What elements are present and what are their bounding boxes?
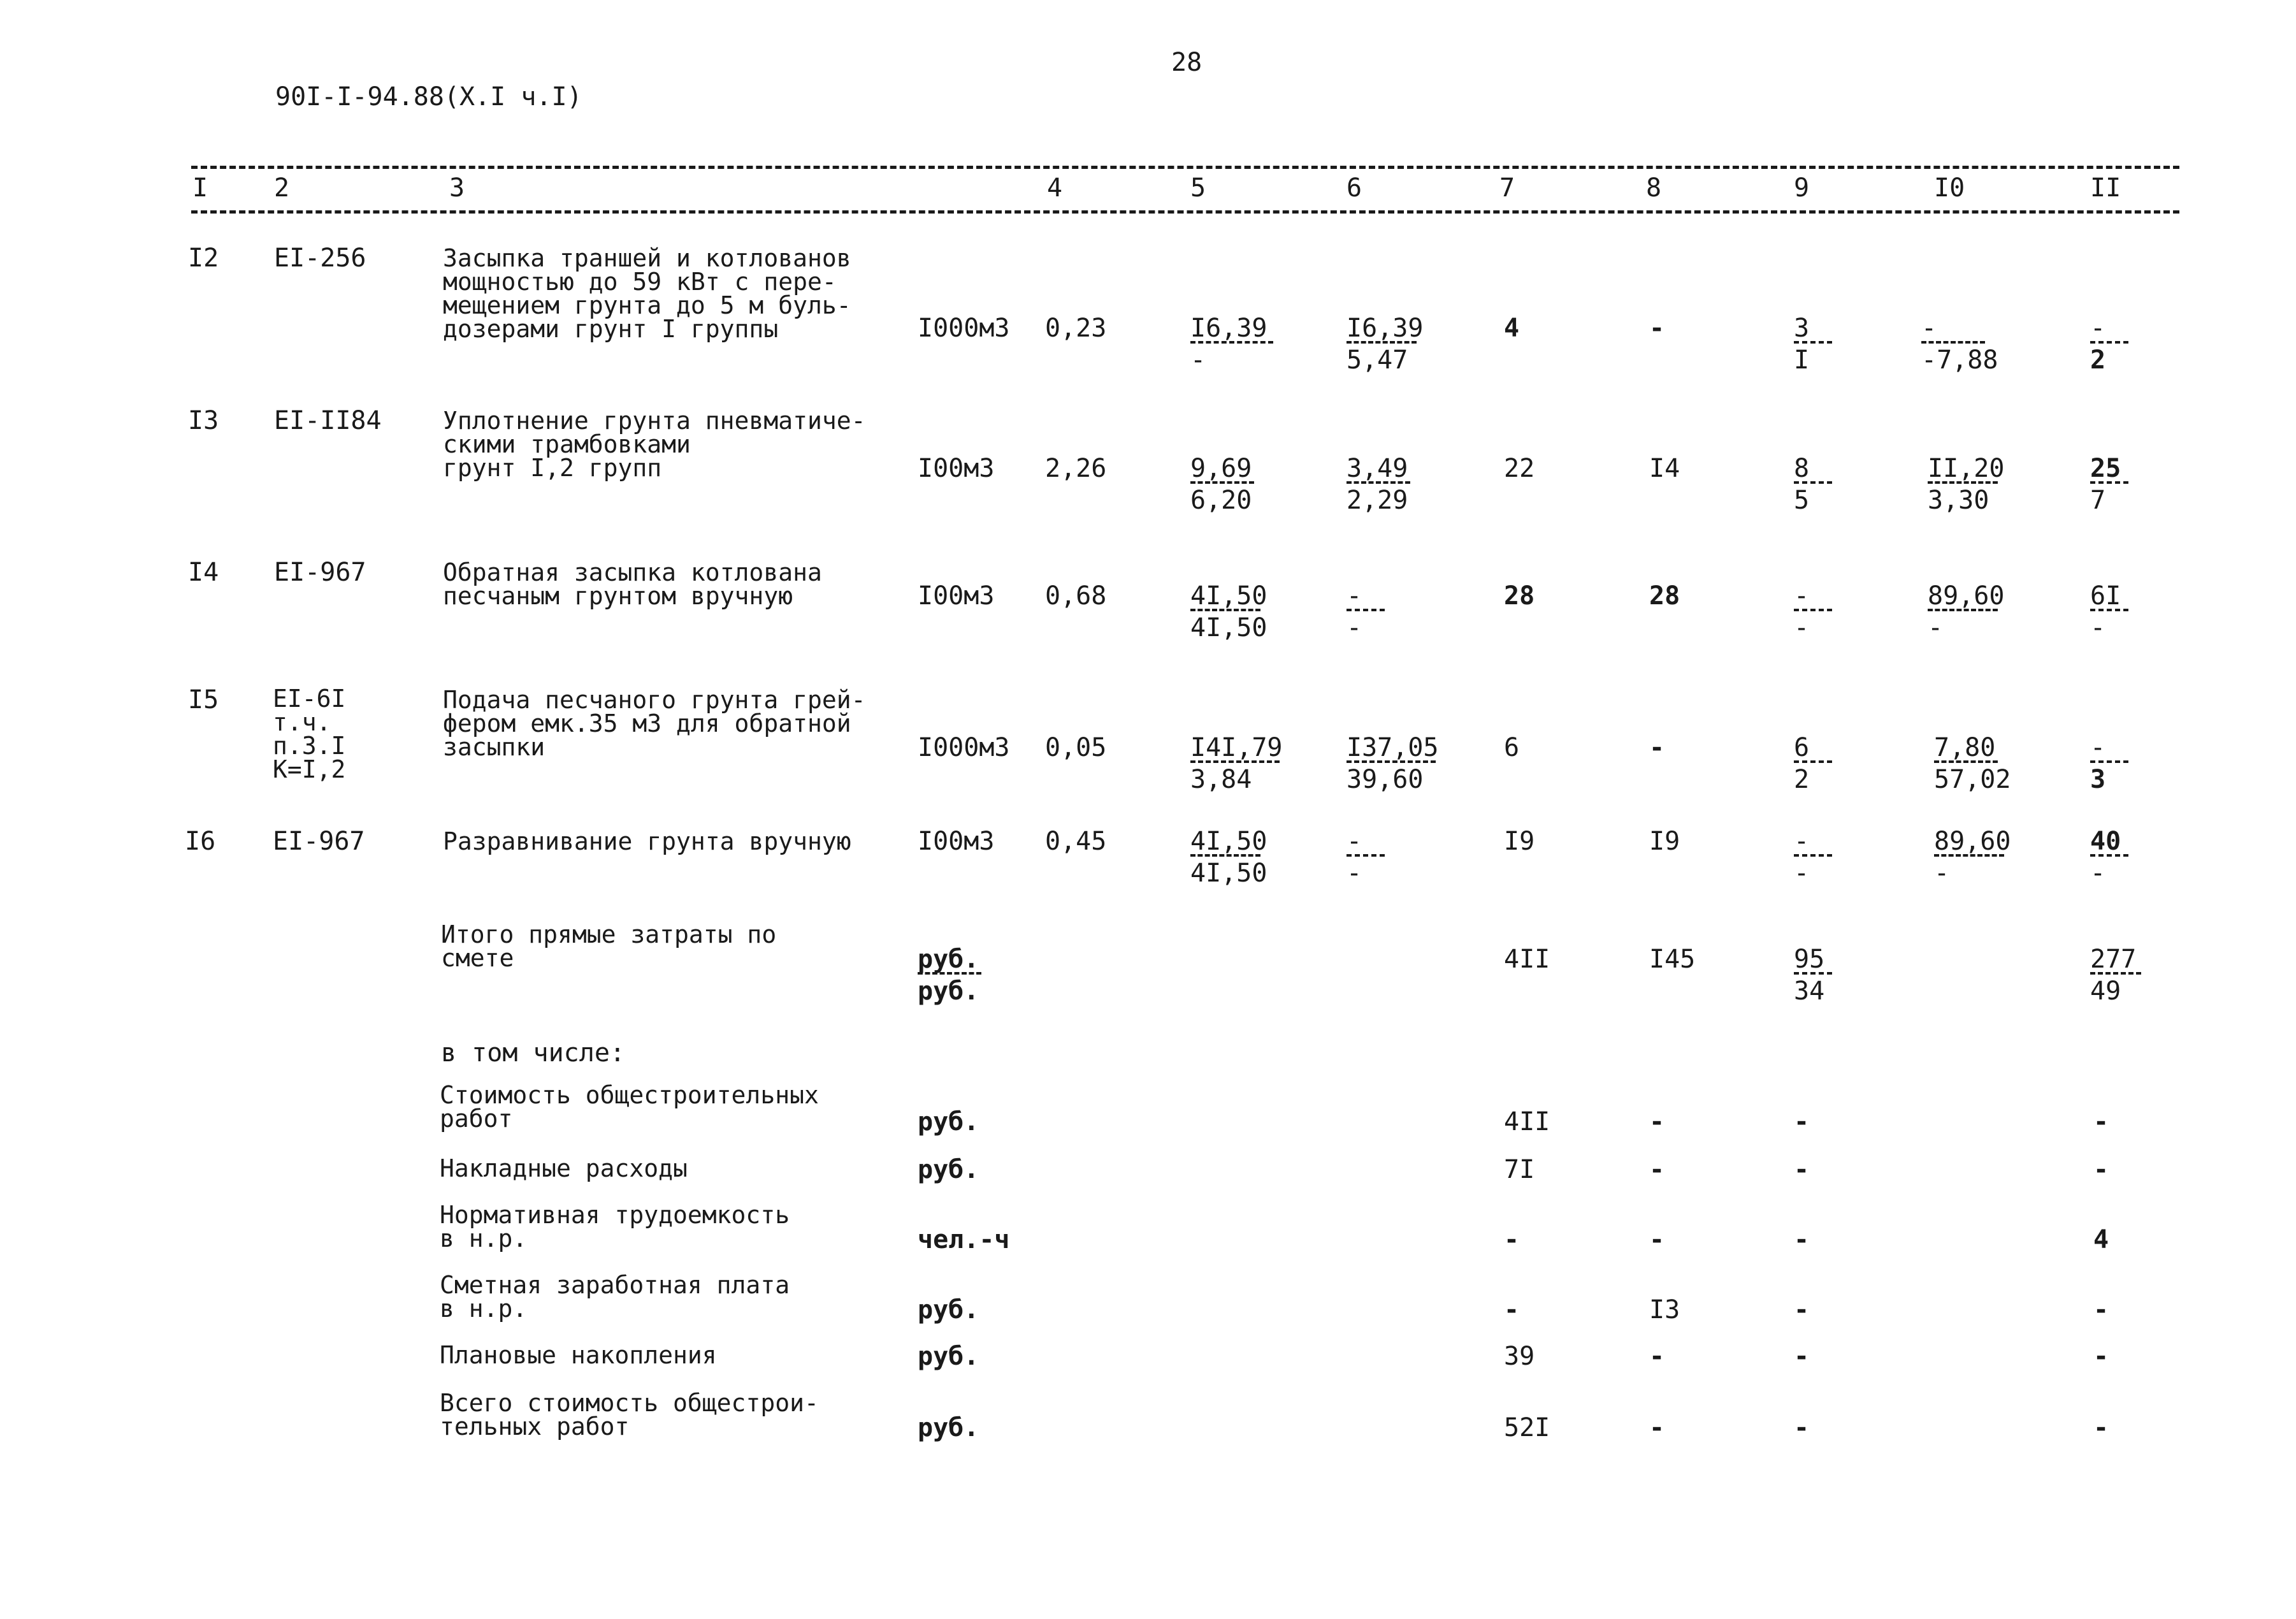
summary-col11: - [2093,1413,2109,1442]
row-code: EI-256 [274,243,366,273]
total-label-line: смете [441,944,514,972]
fraction-bottom: 7 [2090,486,2106,515]
row-code-line: EI-6I [273,685,346,713]
fraction-bottom: - [1347,859,1362,888]
row-col5-fraction [1190,733,1283,794]
row-col10-fraction [1921,314,1998,375]
summary-col7: - [1504,1295,1520,1325]
row-no: I3 [188,406,219,435]
row-quantity: 0,68 [1045,581,1107,611]
summary-col8: I3 [1649,1295,1680,1325]
fraction-top: I6,39 [1347,314,1424,343]
row-name [443,688,865,759]
fraction-bottom: - [1794,859,1810,888]
row-name [443,409,865,480]
row-col7: 22 [1504,454,1535,483]
fraction-bottom: 3 [2090,765,2106,794]
row-name-line: песчаным грунтом вручную [443,582,793,610]
total-col7: 4II [1504,945,1550,974]
row-col8: I4 [1649,454,1680,483]
summary-label-line: Нормативная трудоемкость [440,1201,790,1229]
fraction-bottom: - [1794,613,1810,643]
row-name-line: грунт I,2 групп [443,454,662,482]
summary-col7: 4II [1504,1107,1550,1136]
summary-col11: - [2093,1107,2109,1136]
fraction-bottom: 4I,50 [1190,859,1267,888]
row-col6-fraction [1347,581,1385,643]
row-name-line: Уплотнение грунта пневматиче- [443,407,866,435]
row-no: I4 [188,558,219,587]
row-code-line: К=I,2 [273,755,346,783]
col-header-7: 7 [1499,173,1515,203]
summary-unit: руб. [918,1413,979,1442]
summary-unit: руб. [918,1295,979,1325]
row-col9-fraction [1794,454,1832,515]
row-unit: I00м3 [918,827,995,856]
fraction-bottom: 39,60 [1347,765,1424,794]
fraction-bottom: - [1190,345,1206,375]
row-col5-fraction [1190,827,1267,888]
summary-col8: - [1649,1225,1665,1254]
row-col10-fraction [1928,454,2005,515]
total-col11-fraction [2090,945,2141,1006]
row-col11-fraction [2090,827,2128,888]
fraction-bottom: 34 [1794,976,1825,1006]
summary-unit: руб. [918,1155,979,1184]
fraction-bottom: 57,02 [1934,765,2011,794]
summary-label [440,1081,819,1133]
fraction-top: I37,05 [1347,733,1439,762]
summary-col11: - [2093,1295,2109,1325]
col-header-9: 9 [1794,173,1810,203]
row-col8: 28 [1649,581,1680,611]
summary-col11: - [2093,1342,2109,1371]
fraction-bottom: 2 [1794,765,1810,794]
row-col6-fraction [1347,733,1439,794]
row-col6-fraction [1347,827,1385,888]
summary-col7: - [1504,1225,1520,1254]
row-code: EI-967 [273,827,365,856]
fraction-top: - [1794,827,1810,856]
row-col11-fraction [2090,314,2128,375]
row-col7: 6 [1504,733,1520,762]
row-quantity: 0,05 [1045,733,1107,762]
summary-col11: 4 [2093,1225,2109,1254]
row-col9-fraction [1794,314,1832,375]
row-name [443,827,851,855]
row-name [443,244,851,343]
fraction-top: - [2090,733,2106,762]
fraction-bottom: -7,88 [1921,345,1998,375]
summary-col7: 7I [1504,1155,1535,1184]
total-label [441,920,777,972]
row-name-line: дозерами грунт I группы [443,315,779,343]
row-quantity: 2,26 [1045,454,1107,483]
summary-label [440,1391,819,1439]
row-name-line: фером емк.35 м3 для обратной [443,709,851,737]
fraction-top: - [1347,827,1362,856]
fraction-top: 89,60 [1928,581,2005,611]
fraction-top: 6I [2090,581,2121,611]
summary-label-line: Плановые накопления [440,1341,717,1369]
summary-label-line: Всего стоимость общестрои- [440,1389,819,1417]
summary-label [440,1154,688,1182]
fraction-top: - [1921,314,1937,343]
fraction-bottom: - [2090,613,2106,643]
summary-label-line: Стоимость общестроительных [440,1081,819,1109]
summary-col11: - [2093,1155,2109,1184]
summary-label-line: в н.р. [440,1224,528,1252]
total-label-line: Итого прямые затраты по [441,920,777,948]
row-col6-fraction [1347,454,1410,515]
row-name-line: Разравнивание грунта вручную [443,827,851,855]
row-col9-fraction [1794,733,1832,794]
fraction-bottom: - [2090,859,2106,888]
col-header-3: 3 [449,173,465,203]
fraction-top: 4I,50 [1190,827,1267,856]
row-name-line: мещением грунта до 5 м буль- [443,291,851,319]
summary-col8: - [1649,1155,1665,1184]
summary-col7: 39 [1504,1342,1535,1371]
summary-unit: чел.-ч [918,1225,1010,1254]
row-col7: 28 [1504,581,1535,611]
fraction-bottom: 49 [2090,976,2121,1006]
summary-label-line: Накладные расходы [440,1154,688,1182]
col-header-1: I [192,173,208,203]
document-code: 90I-I-94.88(X.I ч.I) [275,82,582,112]
fraction-top: II,20 [1928,454,2005,483]
fraction-bottom: 4I,50 [1190,613,1267,643]
fraction-top: 7,80 [1934,733,1996,762]
summary-col9: - [1794,1155,1810,1184]
summary-col7: 52I [1504,1413,1550,1442]
row-col7: I9 [1504,827,1535,856]
fraction-top: 25 [2090,454,2121,483]
summary-label [440,1341,717,1369]
header-rule-top [191,166,2179,169]
summary-col9: - [1794,1295,1810,1325]
row-quantity: 0,45 [1045,827,1107,856]
row-col5-fraction [1190,581,1267,643]
fraction-top: руб. [918,945,979,974]
summary-label-line: в н.р. [440,1295,528,1323]
fraction-top: 40 [2090,827,2121,856]
col-header-4: 4 [1047,173,1063,203]
col-header-11: II [2090,173,2121,203]
summary-col8: - [1649,1342,1665,1371]
summary-label [440,1203,790,1251]
fraction-bottom: - [1347,613,1362,643]
summary-col9: - [1794,1413,1810,1442]
row-name-line: Обратная засыпка котлована [443,558,822,586]
row-unit: I00м3 [918,581,995,611]
including-label: в том числе: [441,1038,625,1068]
summary-col8: - [1649,1107,1665,1136]
fraction-bottom: - [1928,613,1944,643]
total-col8: I45 [1649,945,1696,974]
fraction-top: 95 [1794,945,1825,974]
row-col5-fraction [1190,454,1254,515]
fraction-bottom: 2,29 [1347,486,1408,515]
fraction-top: 3,49 [1347,454,1408,483]
fraction-bottom: 2 [2090,345,2106,375]
row-col11-fraction [2090,454,2128,515]
fraction-bottom: - [1934,859,1950,888]
row-col11-fraction [2090,733,2128,794]
summary-label-line: тельных работ [440,1412,630,1441]
row-name-line: Подача песчаного грунта грей- [443,686,866,714]
row-code: EI-967 [274,558,366,587]
row-col5-fraction [1190,314,1273,375]
fraction-top: - [1347,581,1362,611]
summary-col9: - [1794,1342,1810,1371]
row-col6-fraction [1347,314,1424,375]
col-header-5: 5 [1190,173,1206,203]
col-header-6: 6 [1347,173,1362,203]
col-header-2: 2 [274,173,290,203]
fraction-top: - [2090,314,2106,343]
row-code: EI-II84 [274,406,382,435]
fraction-top: - [1794,581,1810,611]
summary-unit: руб. [918,1342,979,1371]
row-name [443,558,822,610]
row-col9-fraction [1794,581,1832,643]
row-col8: - [1649,314,1665,343]
fraction-bottom: 3,84 [1190,765,1252,794]
page-number: 28 [1171,48,1202,77]
fraction-top: 8 [1794,454,1810,483]
fraction-bottom: руб. [918,976,979,1006]
col-header-10: I0 [1934,173,1965,203]
row-unit: I000м3 [918,314,1010,343]
row-col8: - [1649,733,1665,762]
row-no: I5 [188,685,219,715]
row-name-line: скими трамбовками [443,430,691,458]
row-col10-fraction [1934,733,2011,794]
summary-label-line: работ [440,1105,513,1133]
summary-col9: - [1794,1107,1810,1136]
summary-label [440,1271,790,1323]
row-code [273,687,345,781]
fraction-bottom: 3,30 [1928,486,1989,515]
total-unit-fraction [918,945,981,1006]
summary-unit: руб. [918,1107,979,1136]
header-rule-bottom [191,210,2179,214]
row-col10-fraction [1928,581,2005,643]
row-unit: I000м3 [918,733,1010,762]
col-header-8: 8 [1646,173,1662,203]
row-unit: I00м3 [918,454,995,483]
fraction-top: 89,60 [1934,827,2011,856]
row-col11-fraction [2090,581,2128,643]
row-name-line: Засыпка траншей и котлованов [443,244,851,272]
row-no: I2 [188,243,219,273]
row-no: I6 [185,827,216,856]
fraction-bottom: 6,20 [1190,486,1252,515]
row-col7: 4 [1504,314,1520,343]
summary-label-line: Сметная заработная плата [440,1271,790,1299]
row-code-line: п.3.I [273,732,346,760]
summary-col9: - [1794,1225,1810,1254]
fraction-bottom: 5,47 [1347,345,1408,375]
row-code-line: т.ч. [273,708,331,736]
row-col9-fraction [1794,827,1832,888]
summary-col8: - [1649,1413,1665,1442]
fraction-top: 3 [1794,314,1810,343]
fraction-top: 4I,50 [1190,581,1267,611]
fraction-bottom: I [1794,345,1810,375]
row-col10-fraction [1934,827,2011,888]
fraction-top: I6,39 [1190,314,1267,343]
total-col9-fraction [1794,945,1832,1006]
row-name-line: мощностью до 59 кВт с пере- [443,268,837,296]
fraction-top: 9,69 [1190,454,1252,483]
fraction-top: 6 [1794,733,1810,762]
fraction-top: 277 [2090,945,2137,974]
fraction-top: I4I,79 [1190,733,1283,762]
row-name-line: засыпки [443,733,545,761]
row-quantity: 0,23 [1045,314,1107,343]
row-col8: I9 [1649,827,1680,856]
fraction-bottom: 5 [1794,486,1810,515]
